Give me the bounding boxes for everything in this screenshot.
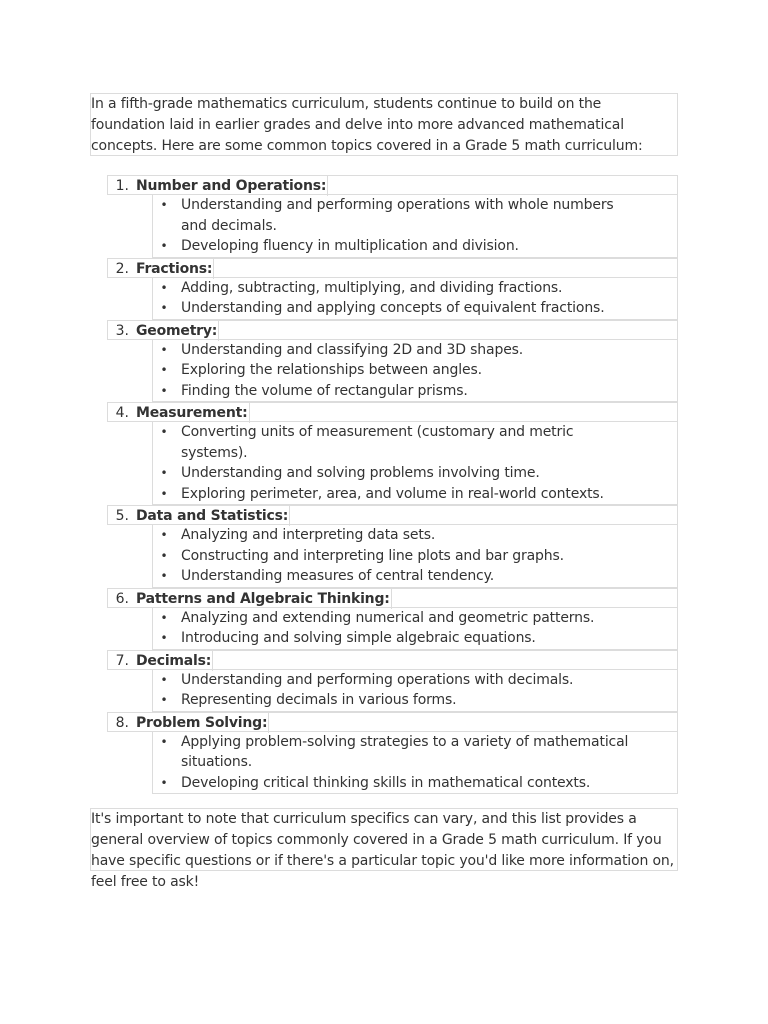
topic-title-wrapper	[136, 651, 213, 671]
topic-item	[107, 712, 678, 795]
subtopic-text: Adding, subtracting, multiplying, and dividing fractions.	[181, 279, 563, 296]
topic-title: Measurement:	[136, 405, 248, 421]
topic-heading-row	[107, 175, 678, 195]
topic-number: 2.	[115, 260, 129, 277]
subtopic-item	[153, 670, 677, 691]
topic-title: Patterns and Algebraic Thinking:	[136, 590, 390, 607]
subtopic-text: Analyzing and interpreting data sets.	[181, 527, 436, 543]
topic-item	[107, 588, 678, 650]
topic-title-wrapper	[136, 403, 250, 423]
topic-heading-row	[107, 320, 678, 340]
subtopic-item	[153, 484, 677, 505]
subtopic-text: Applying problem-solving strategies to a variety of mathematical situations.	[181, 733, 629, 770]
subtopic-item	[153, 690, 677, 711]
subtopic-text: Finding the volume of rectangular prisms.	[181, 382, 468, 399]
bullet-icon: •	[160, 198, 168, 212]
subtopic-text: Representing decimals in various forms.	[181, 692, 457, 708]
bullet-icon: •	[160, 734, 168, 749]
topic-number: 1.	[115, 178, 129, 194]
subtopic-text: Introducing and solving simple algebraic equations.	[181, 630, 536, 646]
subtopic-list	[152, 278, 678, 320]
topic-title-wrapper	[136, 176, 328, 196]
subtopic-list	[152, 732, 678, 795]
topic-title: Data and Statistics:	[136, 508, 289, 524]
subtopic-item	[153, 340, 677, 361]
topic-item	[107, 175, 678, 258]
bullet-icon: •	[160, 775, 168, 790]
subtopic-item	[153, 546, 677, 567]
subtopic-list	[152, 608, 678, 650]
topic-item	[107, 258, 678, 320]
bullet-icon: •	[160, 672, 168, 687]
subtopic-text: Understanding and classifying 2D and 3D shapes.	[181, 341, 524, 358]
topic-title: Geometry:	[136, 322, 218, 339]
topic-item	[107, 402, 678, 505]
subtopic-item	[153, 236, 677, 257]
bullet-icon: •	[160, 528, 168, 542]
bullet-icon: •	[160, 239, 168, 253]
subtopic-item	[153, 195, 677, 236]
subtopic-item	[153, 566, 677, 587]
topic-number: 6.	[115, 590, 129, 607]
topic-title: Fractions:	[136, 260, 213, 277]
topic-title-wrapper	[136, 321, 219, 341]
topic-item	[107, 505, 678, 588]
subtopic-list	[152, 340, 678, 403]
subtopic-text: Constructing and interpreting line plots and bar graphs.	[181, 547, 564, 564]
subtopic-item	[153, 422, 677, 463]
subtopic-text: Developing critical thinking skills in mathematical contexts.	[181, 774, 591, 791]
subtopic-text: Understanding and performing operations with decimals.	[181, 671, 574, 688]
bullet-icon: •	[160, 569, 168, 583]
subtopic-text: Understanding and applying concepts of equivalent fractions.	[181, 300, 605, 316]
bullet-icon: •	[160, 425, 168, 439]
topic-list	[107, 175, 678, 794]
subtopic-item	[153, 525, 677, 546]
subtopic-item	[153, 381, 677, 402]
bullet-icon: •	[160, 631, 168, 645]
topic-item	[107, 320, 678, 403]
topic-heading-row	[107, 505, 678, 525]
topic-title-wrapper	[136, 589, 392, 609]
subtopic-list	[152, 195, 678, 258]
subtopic-text: Developing fluency in multiplication and division.	[181, 238, 519, 254]
topic-title: Problem Solving:	[136, 714, 268, 731]
topic-title: Number and Operations:	[136, 178, 327, 194]
topic-title-wrapper	[136, 713, 269, 733]
bullet-icon: •	[160, 610, 168, 625]
bullet-icon: •	[160, 280, 168, 295]
subtopic-item	[153, 278, 677, 299]
subtopic-item	[153, 773, 677, 794]
topic-title: Decimals:	[136, 652, 212, 669]
bullet-icon: •	[160, 342, 168, 357]
subtopic-item	[153, 298, 677, 319]
subtopic-item	[153, 360, 677, 381]
topic-heading-row	[107, 712, 678, 732]
topic-heading-row	[107, 402, 678, 422]
topic-number: 8.	[115, 714, 129, 731]
subtopic-text: Analyzing and extending numerical and geometric patterns.	[181, 609, 595, 626]
bullet-icon: •	[160, 383, 168, 398]
subtopic-text: Exploring perimeter, area, and volume in real-world contexts.	[181, 485, 604, 502]
topic-item	[107, 650, 678, 712]
subtopic-list	[152, 422, 678, 505]
topic-heading-row	[107, 588, 678, 608]
subtopic-item	[153, 608, 677, 629]
bullet-icon: •	[160, 693, 168, 707]
topic-title-wrapper	[136, 259, 214, 279]
topic-heading-row	[107, 650, 678, 670]
subtopic-item	[153, 463, 677, 484]
topic-number: 3.	[115, 322, 129, 339]
topic-heading-row	[107, 258, 678, 278]
topic-number: 4.	[115, 405, 129, 421]
bullet-icon: •	[160, 301, 168, 315]
bullet-icon: •	[160, 363, 168, 377]
subtopic-item	[153, 628, 677, 649]
subtopic-text: Understanding measures of central tendency.	[181, 568, 495, 584]
subtopic-item	[153, 732, 677, 773]
subtopic-list	[152, 670, 678, 712]
topic-number: 5.	[115, 508, 129, 524]
subtopic-list	[152, 525, 678, 588]
bullet-icon: •	[160, 548, 168, 563]
topic-title-wrapper	[136, 506, 290, 526]
intro-paragraph: In a fifth-grade mathematics curriculum, students continue to build on the foundation laid in earlier grades and delve into more advanced mathematical concepts. Here are some common topics covered in a Grade 5 math curriculum:	[90, 93, 678, 156]
subtopic-text: Understanding and performing operations with whole numbers and decimals.	[181, 197, 614, 234]
subtopic-text: Understanding and solving problems involving time.	[181, 465, 540, 481]
topic-number: 7.	[115, 652, 129, 669]
subtopic-text: Converting units of measurement (customary and metric systems).	[181, 424, 574, 461]
subtopic-text: Exploring the relationships between angles.	[181, 362, 482, 378]
closing-paragraph: It's important to note that curriculum specifics can vary, and this list provides a general overview of topics commonly covered in a Grade 5 math curriculum. If you have specific questions or if there's a particular topic you'd like more information on, feel free to ask!	[90, 808, 678, 871]
bullet-icon: •	[160, 466, 168, 480]
bullet-icon: •	[160, 486, 168, 501]
